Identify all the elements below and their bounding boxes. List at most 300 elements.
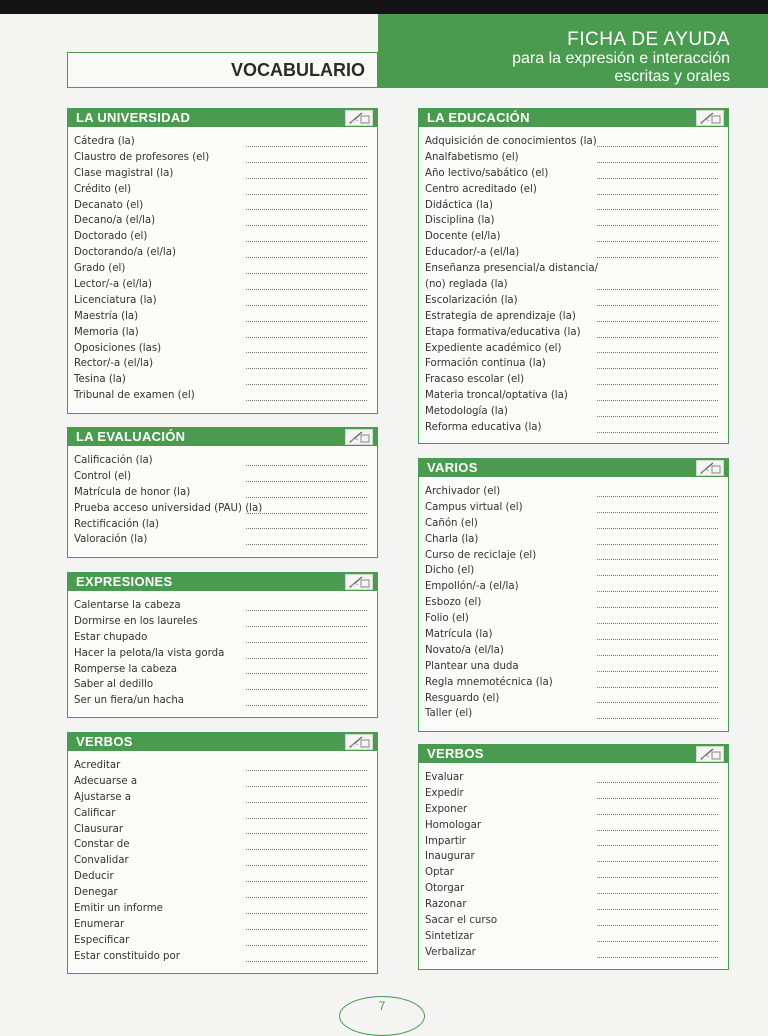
list-item — [74, 277, 377, 293]
pencil-writing-icon — [696, 460, 724, 476]
term-label: Dormirse en los laureles — [74, 615, 198, 627]
answer-line — [246, 178, 367, 179]
list-item — [74, 309, 377, 325]
term-label: Clausurar — [74, 823, 124, 835]
list-item — [74, 949, 377, 965]
term-label: Calificación (la) — [74, 455, 153, 466]
list-item — [74, 134, 377, 150]
answer-line — [246, 818, 367, 819]
list-item — [74, 822, 377, 838]
term-label: Decanato (el) — [74, 199, 144, 211]
term-label: Estrategia de aprendizaje (la) — [425, 310, 576, 322]
term-label: Escolarización (la) — [425, 294, 518, 306]
term-label: Docente (el/la) — [425, 231, 501, 243]
answer-line — [246, 225, 367, 226]
section-expresiones — [67, 572, 378, 718]
term-label: Emitir un informe — [74, 903, 163, 915]
vocabulario-title-box — [67, 52, 378, 88]
answer-line — [246, 465, 367, 466]
term-label: Expediente académico (el) — [425, 342, 562, 354]
list-item — [425, 420, 728, 436]
list-item — [74, 853, 377, 869]
term-label: Inaugurar — [425, 851, 475, 863]
term-label: Resguardo (el) — [425, 692, 500, 704]
term-label: Enseñanza presencial/a distancia/ — [425, 263, 599, 275]
term-list — [419, 127, 728, 436]
term-label: Disciplina (la) — [425, 215, 495, 227]
term-label: Expedir — [425, 787, 464, 799]
section-title: LA EVALUACIÓN — [76, 429, 186, 444]
term-label: Otorgar — [425, 883, 465, 895]
list-item — [425, 404, 728, 420]
answer-line — [597, 655, 718, 656]
list-item — [74, 245, 377, 261]
section-educacion — [418, 108, 729, 444]
answer-line — [246, 273, 367, 274]
list-item — [425, 881, 728, 897]
term-label: Reforma educativa (la) — [425, 422, 542, 434]
answer-line — [246, 337, 367, 338]
answer-line — [246, 849, 367, 850]
list-item — [74, 933, 377, 949]
list-item — [425, 500, 728, 516]
term-label: Empollón/-a (el/la) — [425, 581, 519, 593]
list-item — [74, 532, 377, 548]
term-label: Archivador (el) — [425, 486, 501, 497]
list-item — [74, 677, 377, 693]
list-item — [425, 277, 728, 293]
answer-line — [246, 321, 367, 322]
term-label: Adecuarse a — [74, 775, 138, 787]
answer-line — [246, 257, 367, 258]
answer-line — [597, 687, 718, 688]
answer-line — [246, 610, 367, 611]
term-label: Ser un fiera/un hacha — [74, 695, 185, 707]
term-label: Clase magistral (la) — [74, 167, 174, 179]
header-subtitle-1: para la expresión e interacción — [512, 50, 730, 67]
answer-line — [597, 782, 718, 783]
list-item — [74, 261, 377, 277]
list-item — [425, 325, 728, 341]
list-item — [74, 198, 377, 214]
answer-line — [246, 352, 367, 353]
list-item — [74, 614, 377, 630]
answer-line — [597, 702, 718, 703]
answer-line — [246, 642, 367, 643]
answer-line — [597, 337, 718, 338]
list-item — [74, 372, 377, 388]
term-label: Doctorado (el) — [74, 231, 148, 243]
answer-line — [597, 241, 718, 242]
section-title: VERBOS — [76, 734, 133, 749]
term-label: Matrícula (la) — [425, 629, 493, 641]
answer-line — [597, 623, 718, 624]
answer-line — [246, 146, 367, 147]
list-item — [425, 913, 728, 929]
term-label: Regla mnemotécnica (la) — [425, 676, 553, 688]
list-item — [425, 150, 728, 166]
list-item — [425, 865, 728, 881]
answer-line — [246, 241, 367, 242]
term-label: Memoria (la) — [74, 326, 139, 338]
term-label: Enumerar — [74, 918, 125, 930]
term-list — [68, 127, 377, 404]
term-label: Materia troncal/optativa (la) — [425, 390, 568, 402]
term-label: Centro acreditado (el) — [425, 183, 537, 195]
term-label: Fracaso escolar (el) — [425, 374, 525, 386]
list-item — [74, 356, 377, 372]
list-item — [74, 758, 377, 774]
answer-line — [246, 289, 367, 290]
list-item — [425, 134, 728, 150]
list-item — [425, 182, 728, 198]
pencil-writing-icon — [696, 746, 724, 762]
answer-line — [597, 416, 718, 417]
term-label: Verbalizar — [425, 946, 476, 958]
section-title: LA UNIVERSIDAD — [76, 110, 191, 125]
list-item — [74, 341, 377, 357]
answer-line — [246, 209, 367, 210]
list-item — [425, 611, 728, 627]
term-label: Acreditar — [74, 760, 121, 771]
term-list — [419, 477, 728, 722]
section-varios — [418, 458, 729, 732]
term-label: Calificar — [74, 807, 116, 819]
list-item — [425, 802, 728, 818]
list-item — [425, 516, 728, 532]
list-item — [74, 469, 377, 485]
term-label: Sintetizar — [425, 930, 474, 942]
list-item — [425, 849, 728, 865]
list-item — [425, 213, 728, 229]
list-item — [425, 643, 728, 659]
list-item — [425, 818, 728, 834]
term-label: Crédito (el) — [74, 183, 132, 195]
list-item — [74, 837, 377, 853]
list-item — [74, 517, 377, 533]
list-item — [425, 675, 728, 691]
answer-line — [597, 925, 718, 926]
answer-line — [246, 913, 367, 914]
term-label: Metodología (la) — [425, 406, 508, 418]
list-item — [74, 646, 377, 662]
term-label: Prueba acceso universidad (PAU) (la) — [74, 502, 263, 514]
answer-line — [597, 877, 718, 878]
list-item — [425, 372, 728, 388]
answer-line — [246, 705, 367, 706]
term-label: Denegar — [74, 887, 118, 899]
answer-line — [246, 865, 367, 866]
list-item — [425, 341, 728, 357]
term-label: Cañón (el) — [425, 517, 478, 529]
list-item — [74, 213, 377, 229]
list-item — [74, 501, 377, 517]
term-label: Evaluar — [425, 772, 464, 783]
term-label: Cátedra (la) — [74, 136, 135, 147]
answer-line — [597, 861, 718, 862]
answer-line — [246, 929, 367, 930]
answer-line — [246, 162, 367, 163]
answer-line — [597, 591, 718, 592]
term-label: Convalidar — [74, 855, 129, 867]
answer-line — [597, 575, 718, 576]
term-label: Hacer la pelota/la vista gorda — [74, 647, 225, 659]
section-header — [68, 428, 377, 446]
term-label: Plantear una duda — [425, 660, 519, 672]
term-label: Estar constituido por — [74, 950, 180, 962]
term-label: Ajustarse a — [74, 791, 132, 803]
list-item — [425, 691, 728, 707]
list-item — [74, 453, 377, 469]
header-subtitle-2: escritas y orales — [614, 68, 730, 85]
section-header — [419, 109, 728, 127]
answer-line — [597, 941, 718, 942]
term-label: Calentarse la cabeza — [74, 600, 181, 611]
answer-line — [597, 671, 718, 672]
answer-line — [246, 481, 367, 482]
term-label: Especificar — [74, 934, 130, 946]
list-item — [425, 484, 728, 500]
term-label: Formación continua (la) — [425, 358, 546, 370]
list-item — [425, 198, 728, 214]
answer-line — [597, 718, 718, 719]
list-item — [425, 563, 728, 579]
list-item — [425, 261, 728, 277]
term-label: Optar — [425, 867, 454, 879]
term-label: Año lectivo/sabático (el) — [425, 167, 549, 179]
term-label: Claustro de profesores (el) — [74, 151, 210, 163]
list-item — [425, 356, 728, 372]
answer-line — [597, 146, 718, 147]
list-item — [425, 309, 728, 325]
list-item — [74, 229, 377, 245]
answer-line — [246, 658, 367, 659]
term-list — [68, 751, 377, 965]
term-label: (no) reglada (la) — [425, 279, 508, 291]
term-label: Taller (el) — [425, 708, 473, 720]
answer-line — [246, 802, 367, 803]
term-label: Rectificación (la) — [74, 518, 159, 530]
page-number-label: 7 — [378, 999, 386, 1013]
answer-line — [597, 893, 718, 894]
list-item — [74, 182, 377, 198]
list-item — [425, 945, 728, 961]
answer-line — [597, 830, 718, 831]
answer-line — [597, 814, 718, 815]
page-number — [339, 996, 425, 1036]
header-title: FICHA DE AYUDA — [567, 29, 730, 50]
answer-line — [246, 384, 367, 385]
section-universidad — [67, 108, 378, 414]
answer-line — [597, 178, 718, 179]
answer-line — [246, 497, 367, 498]
term-label: Deducir — [74, 871, 114, 883]
term-label: Estar chupado — [74, 631, 148, 643]
term-label: Educador/-a (el/la) — [425, 247, 520, 259]
term-label: Valoración (la) — [74, 534, 148, 546]
term-label: Etapa formativa/educativa (la) — [425, 326, 581, 338]
answer-line — [246, 513, 367, 514]
answer-line — [246, 961, 367, 962]
answer-line — [597, 496, 718, 497]
answer-line — [597, 845, 718, 846]
term-label: Dicho (el) — [425, 565, 475, 577]
list-item — [74, 869, 377, 885]
pencil-writing-icon — [345, 429, 373, 445]
section-header — [419, 745, 728, 763]
answer-line — [246, 528, 367, 529]
answer-line — [597, 289, 718, 290]
term-label: Oposiciones (las) — [74, 342, 162, 354]
answer-line — [597, 321, 718, 322]
list-item — [425, 627, 728, 643]
list-item — [425, 834, 728, 850]
term-label: Esbozo (el) — [425, 597, 482, 609]
list-item — [425, 245, 728, 261]
term-label: Curso de reciclaje (el) — [425, 549, 537, 561]
answer-line — [597, 352, 718, 353]
answer-line — [597, 225, 718, 226]
term-label: Doctorando/a (el/la) — [74, 247, 176, 259]
list-item — [425, 532, 728, 548]
list-item — [425, 770, 728, 786]
term-list — [419, 763, 728, 961]
answer-line — [597, 384, 718, 385]
answer-line — [597, 607, 718, 608]
term-label: Decano/a (el/la) — [74, 215, 156, 227]
section-header — [419, 459, 728, 477]
list-item — [74, 293, 377, 309]
term-label: Folio (el) — [425, 613, 469, 625]
answer-line — [597, 559, 718, 560]
section-title: VERBOS — [427, 746, 484, 761]
list-item — [74, 901, 377, 917]
answer-line — [246, 673, 367, 674]
section-header — [68, 109, 377, 127]
pencil-writing-icon — [696, 110, 724, 126]
term-label: Campus virtual (el) — [425, 501, 523, 513]
list-item — [74, 598, 377, 614]
list-item — [74, 917, 377, 933]
answer-line — [246, 194, 367, 195]
answer-line — [597, 162, 718, 163]
answer-line — [597, 305, 718, 306]
list-item — [425, 579, 728, 595]
answer-line — [246, 689, 367, 690]
list-item — [74, 885, 377, 901]
list-item — [425, 595, 728, 611]
list-item — [425, 166, 728, 182]
header-banner — [378, 14, 768, 88]
answer-line — [597, 400, 718, 401]
list-item — [74, 485, 377, 501]
list-item — [425, 548, 728, 564]
term-label: Sacar el curso — [425, 915, 498, 927]
answer-line — [597, 194, 718, 195]
term-list — [68, 446, 377, 548]
list-item — [74, 150, 377, 166]
list-item — [74, 774, 377, 790]
term-label: Didáctica (la) — [425, 199, 493, 211]
pencil-writing-icon — [345, 574, 373, 590]
answer-line — [597, 368, 718, 369]
section-verbos-right — [418, 744, 729, 970]
term-label: Control (el) — [74, 470, 132, 482]
term-label: Grado (el) — [74, 263, 126, 275]
list-item — [74, 166, 377, 182]
answer-line — [597, 528, 718, 529]
answer-line — [246, 544, 367, 545]
pencil-writing-icon — [345, 110, 373, 126]
list-item — [425, 293, 728, 309]
answer-line — [246, 368, 367, 369]
term-label: Novato/a (el/la) — [425, 644, 504, 656]
list-item — [74, 630, 377, 646]
term-label: Analfabetismo (el) — [425, 151, 519, 163]
answer-line — [246, 626, 367, 627]
section-evaluacion — [67, 427, 378, 558]
term-label: Exponer — [425, 803, 468, 815]
list-item — [74, 388, 377, 404]
section-header — [68, 573, 377, 591]
section-title: VARIOS — [427, 460, 478, 475]
section-title: EXPRESIONES — [76, 574, 173, 589]
answer-line — [246, 786, 367, 787]
section-title: LA EDUCACIÓN — [427, 110, 530, 125]
term-label: Lector/-a (el/la) — [74, 279, 152, 291]
answer-line — [597, 544, 718, 545]
term-label: Romperse la cabeza — [74, 663, 177, 675]
term-label: Matrícula de honor (la) — [74, 486, 191, 498]
section-header — [68, 733, 377, 751]
answer-line — [246, 897, 367, 898]
term-label: Razonar — [425, 899, 467, 911]
list-item — [425, 659, 728, 675]
term-label: Adquisición de conocimientos (la) — [425, 136, 597, 147]
term-label: Saber al dedillo — [74, 679, 154, 691]
term-label: Tribunal de examen (el) — [74, 390, 195, 402]
answer-line — [597, 909, 718, 910]
term-label: Charla (la) — [425, 533, 479, 545]
term-label: Constar de — [74, 839, 130, 851]
term-label: Tesina (la) — [74, 374, 126, 386]
list-item — [425, 897, 728, 913]
answer-line — [597, 639, 718, 640]
page-title: VOCABULARIO — [231, 60, 365, 80]
answer-line — [246, 305, 367, 306]
answer-line — [597, 798, 718, 799]
section-verbos-left — [67, 732, 378, 974]
term-label: Maestría (la) — [74, 310, 139, 322]
answer-line — [246, 945, 367, 946]
list-item — [74, 790, 377, 806]
list-item — [425, 929, 728, 945]
list-item — [74, 325, 377, 341]
answer-line — [597, 512, 718, 513]
answer-line — [246, 400, 367, 401]
answer-line — [246, 881, 367, 882]
term-list — [68, 591, 377, 709]
term-label: Homologar — [425, 819, 482, 831]
list-item — [425, 706, 728, 722]
answer-line — [597, 257, 718, 258]
list-item — [425, 229, 728, 245]
answer-line — [597, 209, 718, 210]
list-item — [425, 786, 728, 802]
list-item — [425, 388, 728, 404]
list-item — [74, 662, 377, 678]
term-label: Impartir — [425, 835, 466, 847]
